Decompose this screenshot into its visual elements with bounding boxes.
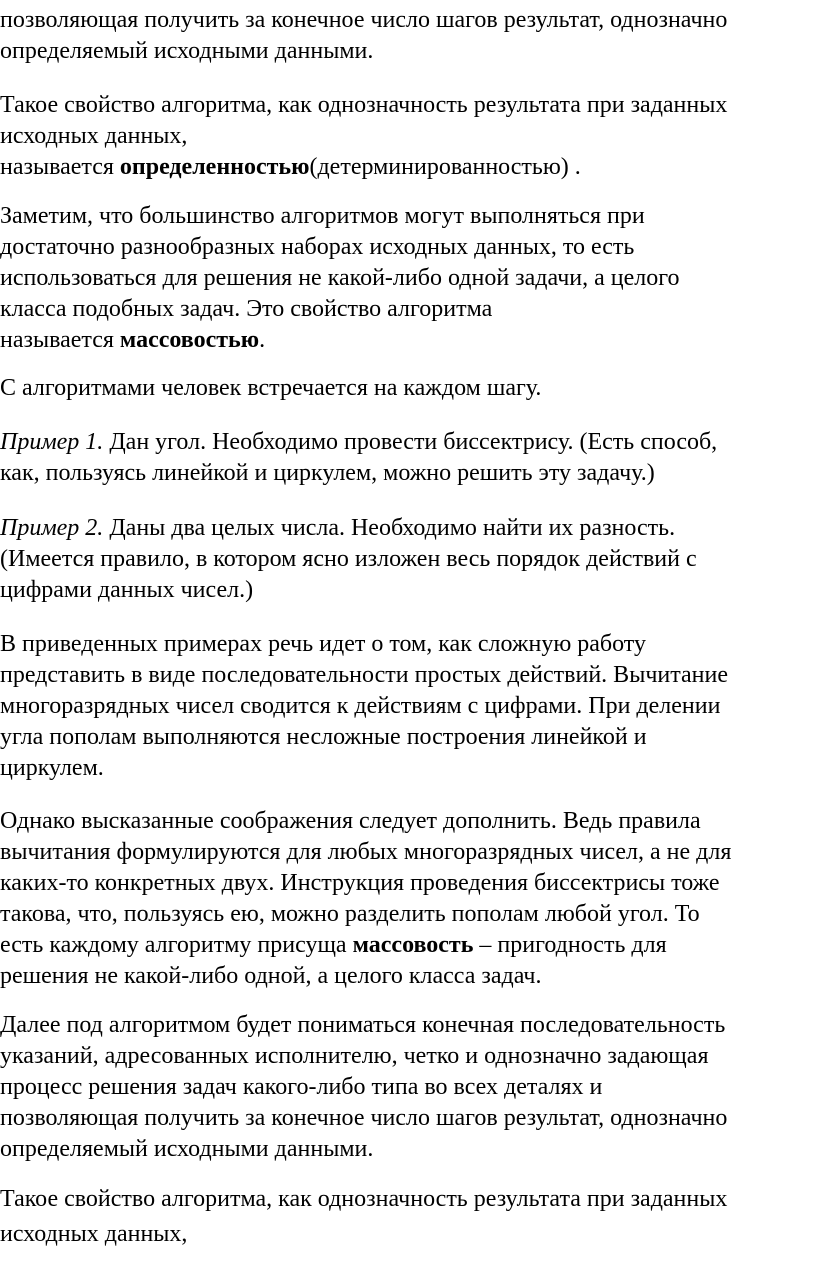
paragraph-2 [0,90,816,183]
text-line: (Имеется правило, в котором ясно изложен весь порядок действий с [0,546,697,572]
text-line: Такое свойство алгоритма, как однозначность результата при заданных [0,92,728,118]
text-line: Такое свойство алгоритма, как однозначность результата при заданных [0,1186,728,1212]
text-run: – пригодность для [473,932,667,958]
text-run: называется [0,154,120,180]
text-line: исходных данных, [0,1221,188,1247]
text-line: достаточно разнообразных наборах исходных данных, то есть [0,234,635,260]
paragraph-example-1 [0,427,816,489]
text-line: цифрами данных чисел.) [0,577,254,603]
paragraph-9 [0,1010,816,1165]
text-line [0,427,816,458]
text-line: класса подобных задач. Это свойство алгоритма [0,296,493,322]
paragraph-3 [0,201,816,356]
term-determinacy: определенностью [119,154,310,180]
paragraph-10 [0,1184,816,1250]
text-line [0,930,816,961]
term-mass-character: массовостью [119,327,260,353]
term-mass-character: массовость [352,932,474,958]
text-line: циркулем. [0,755,104,781]
example-label: Пример 1. [0,429,104,455]
text-run: . [259,327,266,353]
paragraph-example-2 [0,513,816,606]
text-line: указаний, адресованных исполнителю, четко и однозначно задающая [0,1043,709,1069]
text-line: Заметим, что большинство алгоритмов могут выполняться при [0,203,645,229]
text-line: определяемый исходными данными. [0,1136,374,1162]
text-line: позволяющая получить за конечное число шагов результат, однозначно [0,7,728,33]
text-run: называется [0,327,120,353]
text-line: каких-то конкретных двух. Инструкция проведения биссектрисы тоже [0,870,720,896]
text-run: (детерминированностью) . [309,154,581,180]
text-line: исходных данных, [0,123,188,149]
text-line: Далее под алгоритмом будет пониматься конечная последовательность [0,1012,726,1038]
example-label: Пример 2. [0,515,104,541]
text-line: процесс решения задач какого-либо типа во всех деталях и [0,1074,603,1100]
text-line: В приведенных примерах речь идет о том, как сложную работу [0,631,646,657]
paragraph-7 [0,629,816,784]
text-line: угла пополам выполняются несложные построения линейкой и [0,724,647,750]
text-line: такова, что, пользуясь ею, можно разделить пополам любой угол. То [0,901,700,927]
paragraph-4 [0,373,816,404]
text-line: решения не какой-либо одной, а целого класса задач. [0,963,542,989]
text-line: вычитания формулируются для любых многоразрядных чисел, а не для [0,839,732,865]
text-line: С алгоритмами человек встречается на каждом шагу. [0,375,542,401]
text-line: многоразрядных чисел сводится к действиям с цифрами. При делении [0,693,721,719]
text-run: Дан угол. Необходимо провести биссектрису. (Есть способ, [103,429,718,455]
text-line: представить в виде последовательности простых действий. Вычитание [0,662,729,688]
text-line: использоваться для решения не какой-либо одной задачи, а целого [0,265,680,291]
text-line [0,513,816,544]
text-line [0,325,816,356]
text-line: определяемый исходными данными. [0,38,374,64]
text-run: есть каждому алгоритму присуща [0,932,353,958]
text-line [0,152,816,183]
paragraph-1 [0,5,816,67]
text-line: Однако высказанные соображения следует дополнить. Ведь правила [0,808,701,834]
text-run: Даны два целых числа. Необходимо найти их разность. [103,515,676,541]
paragraph-8 [0,806,816,992]
text-line: позволяющая получить за конечное число шагов результат, однозначно [0,1105,728,1131]
text-line: как, пользуясь линейкой и циркулем, можно решить эту задачу.) [0,460,655,486]
